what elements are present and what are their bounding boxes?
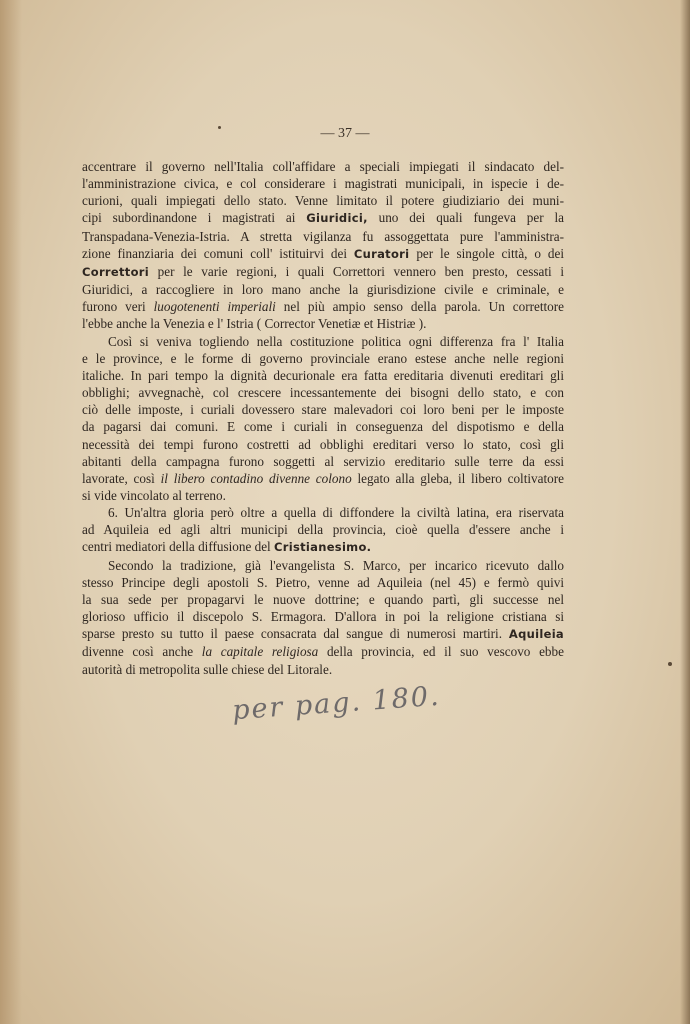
- text-span: la sua sede per propagarvi le nuove dottrine; e quando partì, gli successe nel: [82, 591, 564, 607]
- italic-phrase: la capitale religiosa: [201, 644, 319, 660]
- text-span: accentrare il governo nell'Italia coll'affidare a speciali impiegati il sindacato del-: [82, 159, 564, 174]
- text-span: centri mediatori della diffusione del: [82, 539, 275, 555]
- text-line: [82, 263, 564, 281]
- text-line: [82, 538, 564, 556]
- text-line: [82, 209, 564, 227]
- text-line: [82, 418, 564, 435]
- text-line: [82, 625, 564, 643]
- text-span: Così si veniva togliendo nella costituzione politica ogni differenza fra l' Italia: [108, 333, 564, 349]
- text-span: obblighi; avvegnachè, col crescere incessantemente dei bisogni dello stato, e con: [82, 385, 564, 401]
- italic-phrase: il libero contadino divenne colono: [160, 470, 352, 486]
- text-span: si vide vincolato al terreno.: [82, 487, 226, 503]
- text-line: [82, 228, 564, 245]
- text-span: sparse presto su tutto il paese consacrata dal sangue di numerosi martiri.: [82, 626, 509, 642]
- text-span: Secondo la tradizione, già l'evangelista S. Marco, per incarico ricevuto dallo: [108, 557, 564, 573]
- text-span: lavorate, così: [82, 470, 161, 486]
- text-span: 6. Un'altra gloria però oltre a quella di diffondere la civiltà latina, era riservata: [108, 505, 564, 521]
- text-line: [82, 487, 564, 504]
- text-line: [82, 333, 564, 350]
- text-line: [82, 470, 564, 487]
- text-line: [82, 384, 564, 401]
- bold-term: Aquileia: [508, 627, 564, 642]
- text-span: legato alla gleba, il libero coltivatore: [351, 470, 564, 486]
- text-line: [82, 557, 564, 574]
- text-line: [82, 245, 564, 263]
- handwritten-note: per pag. 180.: [231, 680, 442, 727]
- text-span: ad Aquileia ed agli altri municipi della provincia, cioè quella d'essere anche i: [82, 522, 564, 538]
- text-span: italiche. In pari tempo la dignità decurionale era fatta ereditaria divenuti ereditari gli: [82, 367, 564, 383]
- text-line: [82, 521, 564, 538]
- paragraph: [82, 333, 564, 505]
- paragraph: [82, 504, 564, 556]
- paragraph: [82, 557, 564, 678]
- text-span: per le singole città, o dei: [409, 245, 565, 261]
- text-line: [82, 401, 564, 418]
- text-span: divenne così anche: [82, 644, 202, 660]
- text-span: zione finanziaria dei comuni coll' istituirvi dei: [82, 245, 354, 261]
- text-span: Transpadana-Venezia-Istria. A stretta vigilanza fu assoggettata pure l'amministra-: [82, 228, 564, 244]
- text-line: [82, 367, 564, 384]
- text-span: autorità di metropolita sulle chiese del Litorale.: [82, 661, 333, 677]
- text-span: necessità dei tempi furono costretti ad obblighi ereditari verso lo stato, così gli: [82, 436, 564, 452]
- paper-speck: [668, 662, 672, 666]
- text-line: [82, 281, 564, 298]
- text-line: [82, 608, 564, 625]
- text-span: cipi subordinandone i magistrati ai: [82, 210, 307, 226]
- page-shadow-left: [0, 0, 22, 1024]
- text-span: l'amministrazione civica, e col considerare i magistrati municipali, in ispecie i de-: [82, 176, 564, 192]
- text-span: glorioso ufficio il discepolo S. Ermagora. D'allora in poi la religione cristiana si: [82, 609, 564, 625]
- italic-phrase: luogotenenti imperiali: [153, 299, 276, 315]
- text-span: l'ebbe anche la Venezia e l' Istria ( Corrector Venetiæ et Histriæ ).: [82, 316, 427, 332]
- bold-term: Correttori: [82, 264, 149, 279]
- text-line: [82, 436, 564, 453]
- text-line: [82, 591, 564, 608]
- text-line: [82, 643, 564, 660]
- text-line: [82, 175, 564, 192]
- text-span: furono veri: [82, 299, 154, 315]
- text-span: stesso Principe degli apostoli S. Pietro, venne ad Aquileia (nel 45) e fermò quivi: [82, 574, 564, 590]
- text-line: [82, 350, 564, 367]
- bold-term: Giuridici,: [306, 211, 368, 226]
- text-span: nel più ampio senso della parola. Un correttore: [275, 299, 564, 315]
- text-line: [82, 574, 564, 591]
- text-line: [82, 504, 564, 521]
- page-number: — 37 —: [320, 126, 370, 141]
- text-span: uno dei quali fungeva per la: [367, 210, 564, 226]
- text-span: curioni, quali impiegati dello stato. Venne limitato il potere giudiziario dei muni-: [82, 193, 564, 209]
- text-line: [82, 298, 564, 315]
- text-line: [82, 453, 564, 470]
- text-line: [82, 192, 564, 209]
- body-text: [82, 158, 564, 678]
- paragraph: [82, 158, 564, 333]
- bold-term: Cristianesimo.: [274, 540, 372, 555]
- text-span: da pagarsi dai comuni. E come i curiali in conseguenza del dispotismo e della: [82, 419, 564, 435]
- text-span: abitanti della campagna furono soggetti al servizio ereditario sulle terre da essi: [82, 453, 564, 469]
- text-line: [82, 315, 564, 332]
- text-span: della provincia, ed il suo vescovo ebbe: [318, 644, 564, 660]
- text-span: e le province, e le forme di governo provinciale erano estese anche nelle regioni: [82, 350, 564, 366]
- bold-term: Curatori: [353, 246, 410, 261]
- text-span: Giuridici, a raccogliere in loro mano anche la giurisdizione civile e criminale, e: [82, 282, 564, 298]
- text-span: per le varie regioni, i quali Correttori vennero ben presto, cessati i: [149, 263, 564, 279]
- text-line: [82, 661, 564, 678]
- text-line: [82, 158, 564, 175]
- text-span: ciò delle imposte, i curiali dovessero stare malevadori coi loro beni per le imposte: [82, 402, 564, 418]
- page-shadow-right: [680, 0, 690, 1024]
